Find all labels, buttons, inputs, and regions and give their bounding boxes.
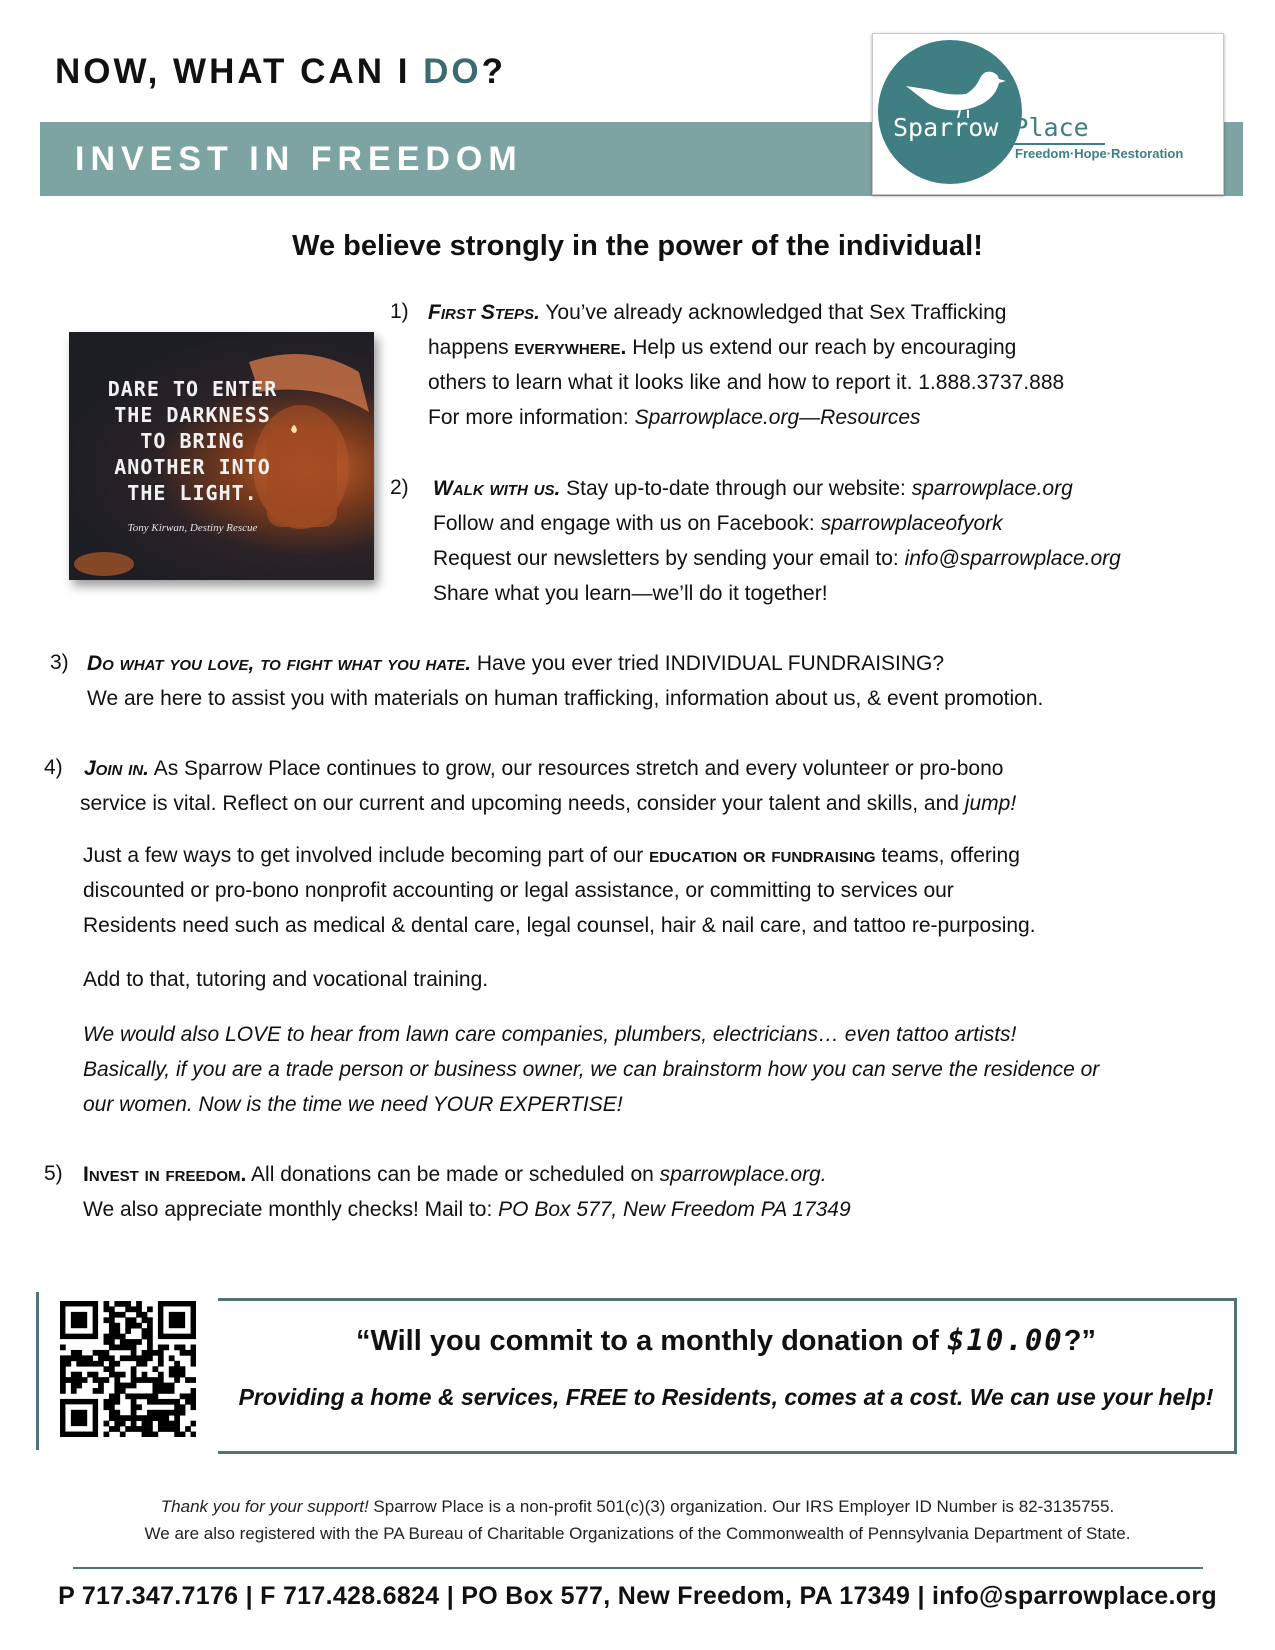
item-2-number: 2) xyxy=(390,476,409,499)
item-1-text: Help us extend our reach by encouraging xyxy=(626,336,1017,359)
item-4-para-2-line-2: discounted or pro-bono nonprofit accounting or legal assistance, or committing to services our xyxy=(83,879,954,902)
item-2-line-2 xyxy=(433,511,1003,537)
logo-name-word1: Sparrow xyxy=(893,113,999,142)
title-part1: NOW, WHAT CAN I xyxy=(55,52,424,91)
callout-q-open: “Will you commit to a monthly donation of xyxy=(356,1325,947,1357)
item-4-para-4-line-3: our women. Now is the time we need YOUR EXPERTISE! xyxy=(83,1093,623,1116)
item-1-line-1 xyxy=(428,300,1006,326)
item-4-number: 4) xyxy=(44,756,63,779)
item-4-text: Just a few ways to get involved include becoming part of our xyxy=(83,844,650,867)
item-5-heading: Invest in freedom. xyxy=(83,1163,247,1186)
footer-divider xyxy=(73,1567,1203,1569)
title-part3: ? xyxy=(481,52,507,91)
item-5-address: PO Box 577, New Freedom PA 17349 xyxy=(498,1198,851,1221)
callout-left-bar xyxy=(36,1292,39,1450)
banner-title: INVEST IN FREEDOM xyxy=(75,140,523,178)
footer-text: Sparrow Place is a non-profit 501(c)(3) organization. Our IRS Employer ID Number is 82-3135755. xyxy=(368,1497,1115,1516)
item-1-text: happens xyxy=(428,336,515,359)
item-1-text: You’ve already acknowledged that Sex Trafficking xyxy=(539,301,1007,324)
item-2-text: Request our newsletters by sending your email to: xyxy=(433,547,905,570)
item-5-line-2 xyxy=(83,1197,851,1223)
qr-code-icon[interactable] xyxy=(60,1301,196,1437)
item-4-line-2 xyxy=(80,791,1016,817)
item-1-text: For more information: xyxy=(428,406,635,429)
logo-underline xyxy=(893,143,1105,145)
footer-note-line-2: We are also registered with the PA Bureau of Charitable Organizations of the Commonwealth of Pennsylvania Department of State. xyxy=(144,1524,1131,1543)
item-4-para-3: Add to that, tutoring and vocational training. xyxy=(83,968,489,991)
photo-quote-line: DARE TO ENTER xyxy=(107,377,278,401)
callout-question xyxy=(218,1323,1234,1358)
item-1-heading: First Steps. xyxy=(428,301,540,324)
item-3-heading: Do what you love, to fight what you hate. xyxy=(87,652,472,675)
item-3-line-1 xyxy=(87,651,944,677)
item-3-text: Have you ever tried INDIVIDUAL FUNDRAISING? xyxy=(471,652,945,675)
footer-note-line-1 xyxy=(0,1497,1275,1517)
photo-credit: Tony Kirwan, Destiny Rescue xyxy=(127,522,258,534)
item-5-text: All donations can be made or scheduled on xyxy=(246,1163,660,1186)
qr-code-graphic xyxy=(60,1301,196,1437)
item-5-line-1 xyxy=(83,1162,827,1188)
callout-amount: $10.00 xyxy=(947,1323,1064,1357)
item-4-caps: or xyxy=(737,844,772,867)
resources-link[interactable]: Sparrowplace.org—Resources xyxy=(634,406,921,429)
item-5-text: We also appreciate monthly checks! Mail to: xyxy=(83,1198,499,1221)
item-1-number: 1) xyxy=(390,300,409,323)
photo-quote-line: TO BRING xyxy=(140,429,245,453)
item-2-text: Stay up-to-date through our website: xyxy=(560,477,912,500)
facebook-link[interactable]: sparrowplaceofyork xyxy=(820,512,1003,535)
sparrow-bird-icon xyxy=(902,66,1012,118)
item-4-para-4-line-2: Basically, if you are a trade person or business owner, we can brainstorm how you can serve the residence or xyxy=(83,1058,1100,1081)
website-link[interactable]: sparrowplace.org xyxy=(911,477,1073,500)
photo-quote-line: THE LIGHT. xyxy=(127,481,258,505)
logo-name xyxy=(893,113,1089,142)
item-4-para-2-line-3: Residents need such as medical & dental care, legal counsel, hair & nail care, and tattoo re-purposing. xyxy=(83,914,1036,937)
item-1-line-2 xyxy=(428,335,1016,361)
photo-quote-line: ANOTHER INTO xyxy=(114,455,271,479)
item-1-line-4 xyxy=(428,405,921,431)
item-4-text: teams, offering xyxy=(875,844,1020,867)
item-4-para-4-line-1: We would also LOVE to hear from lawn care companies, plumbers, electricians… even tattoo artists! xyxy=(83,1023,1017,1046)
logo-tagline: Freedom·Hope·Restoration xyxy=(1015,146,1184,161)
item-4-caps: education xyxy=(649,844,738,867)
photo-quote xyxy=(80,376,305,506)
page-title xyxy=(55,52,506,92)
item-2-line-4: Share what you learn—we’ll do it together! xyxy=(433,582,828,605)
donation-callout xyxy=(218,1298,1237,1454)
item-4-para-2-line-1 xyxy=(83,843,1020,869)
photo-quote-line: THE DARKNESS xyxy=(114,403,271,427)
item-4-text: service is vital. Reflect on our current and upcoming needs, consider your talent and skills, and xyxy=(80,792,965,815)
callout-q-close: ?” xyxy=(1063,1325,1096,1357)
item-1-caps: everywhere. xyxy=(514,336,627,359)
callout-subtext: Providing a home & services, FREE to Residents, comes at a cost. We can use your help! xyxy=(238,1384,1214,1410)
contact-line: P 717.347.7176 | F 717.428.6824 | PO Box 577, New Freedom, PA 17349 | info@sparrowplace.org xyxy=(58,1582,1217,1610)
logo-name-word2: Place xyxy=(1013,113,1089,142)
item-4-emphasis: jump! xyxy=(964,792,1017,815)
donation-link[interactable]: sparrowplace.org. xyxy=(659,1163,827,1186)
footer-thanks: Thank you for your support! xyxy=(160,1497,369,1516)
item-2-text: Follow and engage with us on Facebook: xyxy=(433,512,821,535)
item-5-number: 5) xyxy=(44,1162,63,1185)
item-4-line-1 xyxy=(84,756,1003,782)
item-3-line-2: We are here to assist you with materials on human trafficking, information about us, & event promotion. xyxy=(87,687,1044,710)
email-link[interactable]: info@sparrowplace.org xyxy=(904,547,1121,570)
item-2-heading: Walk with us. xyxy=(433,477,561,500)
item-1-line-3: others to learn what it looks like and how to report it. 1.888.3737.888 xyxy=(428,371,1065,394)
main-tagline: We believe strongly in the power of the individual! xyxy=(292,230,983,262)
item-3-number: 3) xyxy=(50,651,69,674)
item-4-caps: fundraising xyxy=(771,844,876,867)
item-2-line-1 xyxy=(433,476,1073,502)
title-accent: DO xyxy=(423,52,482,91)
item-4-heading: Join in. xyxy=(84,757,150,780)
item-2-line-3 xyxy=(433,546,1121,572)
item-4-text: As Sparrow Place continues to grow, our resources stretch and every volunteer or pro-bono xyxy=(149,757,1004,780)
